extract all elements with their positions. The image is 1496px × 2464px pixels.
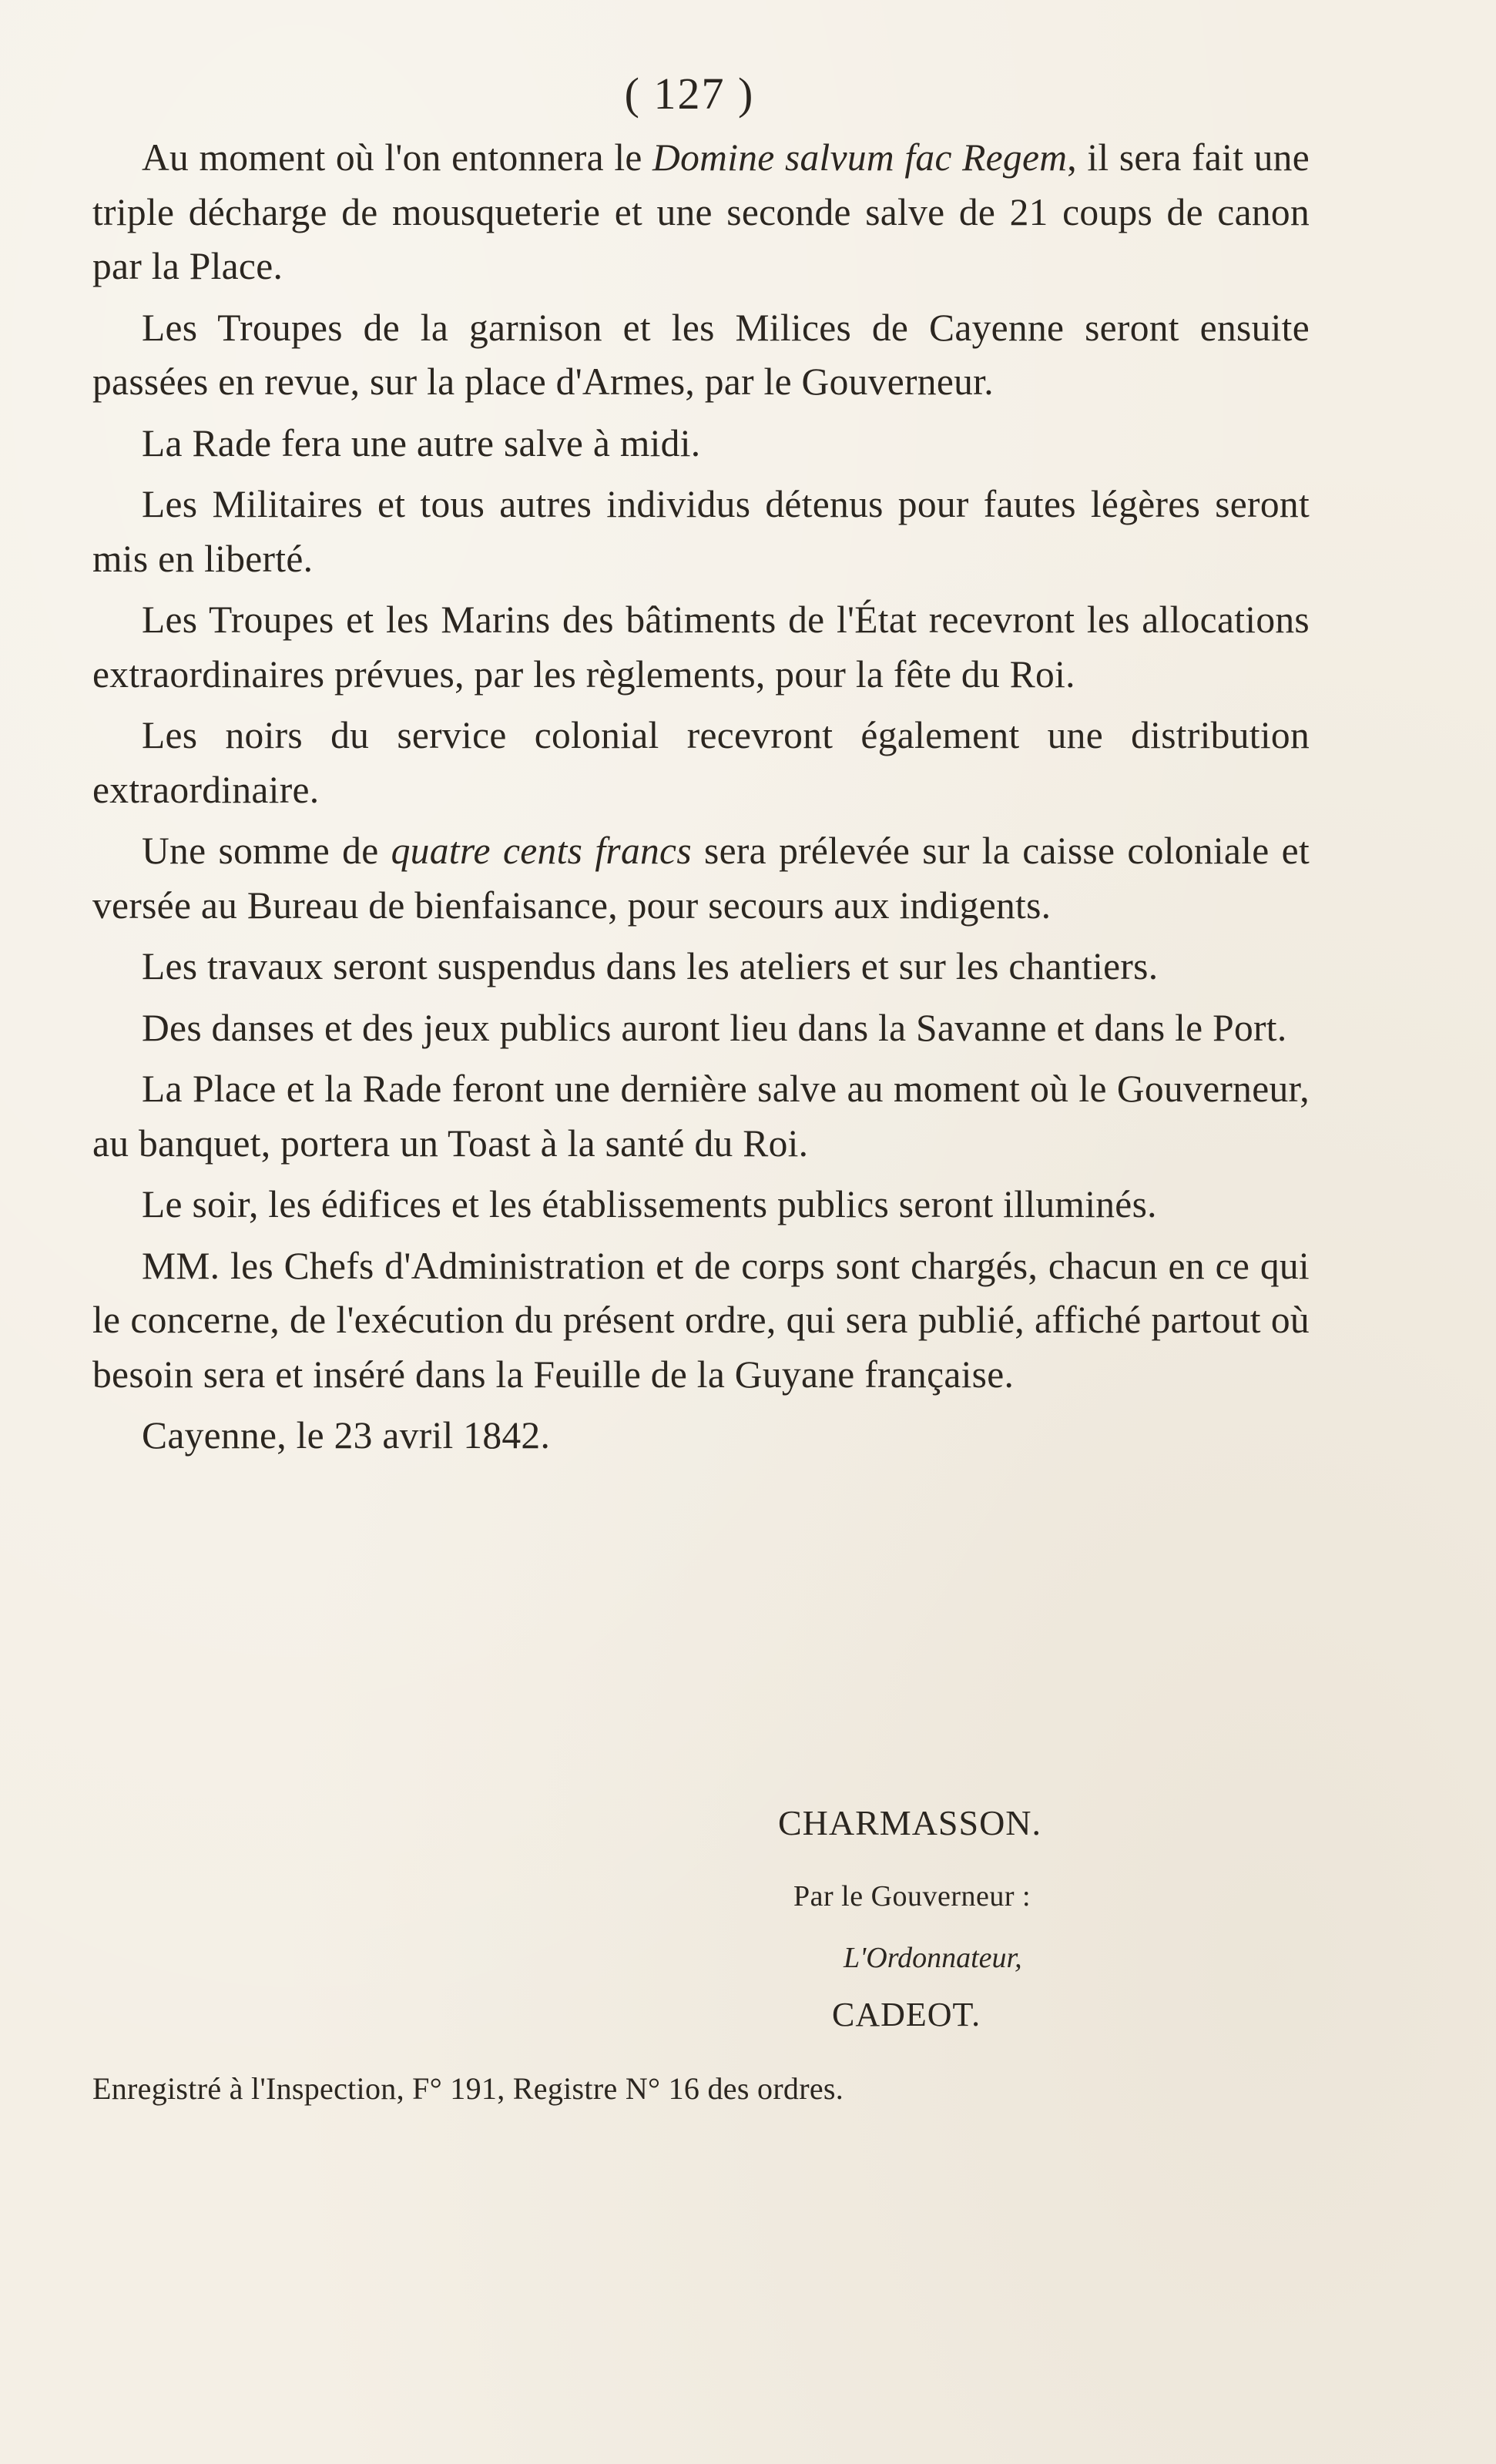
paragraph-distribution: Les noirs du service colonial recevront également une distribution extraordinaire. [92, 714, 1310, 811]
paragraph-text: sera prélevée sur la caisse coloniale et versée au Bureau de bienfaisance, pour secours aux indigents. [92, 830, 1310, 927]
paragraph-text: Une somme de [142, 830, 391, 872]
governor-signature: CHARMASSON. [778, 1803, 1042, 1842]
paragraph-execution: MM. les Chefs d'Administration et de corps sont chargés, chacun en ce qui le concerne, de l'exécution du présent ordre, qui sera publié, affiché partout où besoin sera et inséré dans la Feuille de la Guyane française. [92, 1244, 1310, 1396]
ordonnateur-title: L'Ordonnateur, [844, 1942, 1022, 1974]
paragraph-charity [92, 824, 1310, 933]
body-text [92, 131, 1310, 1470]
paragraph-review: Les Troupes de la garnison et les Milices de Cayenne seront ensuite passées en revue, sur la place d'Armes, par le Gouverneur. [92, 306, 1310, 403]
ordonnateur-signature: CADEOT. [832, 1996, 981, 2033]
registration-note: Enregistré à l'Inspection, F° 191, Registre N° 16 des ordres. [92, 2071, 844, 2106]
page-number: ( 127 ) [624, 69, 755, 119]
paragraph-noon-salve: La Rade fera une autre salve à midi. [142, 421, 701, 464]
paragraph-text: Au moment où l'on entonnera le [142, 136, 653, 179]
paragraph-italic-text: Domine salvum fac Regem [652, 136, 1068, 179]
paragraph-text: , il sera fait une triple décharge de mousqueterie et une seconde salve de 21 coups de canon par la Place. [92, 136, 1310, 287]
paragraph-salute [92, 131, 1310, 294]
paragraph-allocations: Les Troupes et les Marins des bâtiments de l'État recevront les allocations extraordinaires prévues, par les règlements, pour la fête du Roi. [92, 598, 1310, 696]
paragraph-liberty: Les Militaires et tous autres individus détenus pour fautes légères seront mis en liberté. [92, 483, 1310, 580]
paragraph-works: Les travaux seront suspendus dans les ateliers et sur les chantiers. [142, 945, 1159, 987]
paragraph-final-salve: La Place et la Rade feront une dernière salve au moment où le Gouverneur, au banquet, portera un Toast à la santé du Roi. [92, 1068, 1310, 1165]
by-governor-line: Par le Gouverneur : [793, 1880, 1031, 1913]
paragraph-date: Cayenne, le 23 avril 1842. [142, 1414, 551, 1457]
paragraph-dances: Des danses et des jeux publics auront lieu dans la Savanne et dans le Port. [142, 1006, 1287, 1049]
paragraph-illumination: Le soir, les édifices et les établissements publics seront illuminés. [142, 1183, 1157, 1225]
paragraph-italic-text: quatre cents francs [391, 830, 692, 872]
